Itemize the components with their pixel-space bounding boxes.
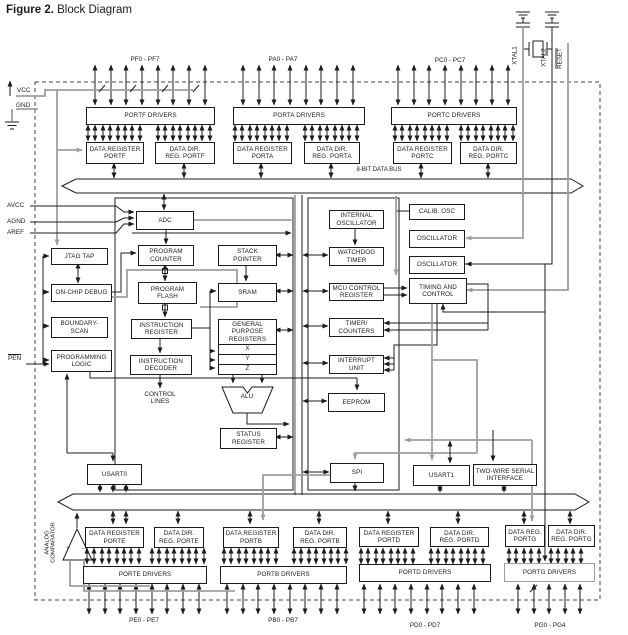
comparator-plus: + bbox=[66, 546, 70, 552]
block-eeprom: EEPROM bbox=[328, 393, 385, 412]
block-status-register: STATUS REGISTER bbox=[220, 428, 277, 449]
label-alu: ALU bbox=[240, 393, 254, 401]
block-interrupt-unit: INTERRUPT UNIT bbox=[329, 355, 384, 374]
block-usart1: USART1 bbox=[413, 465, 470, 486]
signal-aref: AREF bbox=[7, 229, 25, 236]
label-analog-comparator: ANALOG COMPARATOR bbox=[44, 522, 57, 563]
block-data-register-portc: DATA REGISTER PORTC bbox=[393, 142, 452, 164]
block-data-dir-reg-portb: DATA DIR. REG. PORTB bbox=[293, 527, 347, 548]
pin-label-pd: PD0 - PD7 bbox=[409, 622, 441, 629]
block-internal-oscillator: INTERNAL OSCILLATOR bbox=[329, 210, 384, 229]
signal-xtal1: XTAL1 bbox=[511, 46, 519, 65]
block-oscillator-2: OSCILLATOR bbox=[409, 256, 465, 274]
pin-label-pa: PA0 - PA7 bbox=[268, 56, 298, 63]
block-program-flash: PROGRAM FLASH bbox=[138, 282, 197, 304]
block-data-reg-portg: DATA REG. PORTG bbox=[505, 525, 545, 547]
block-data-register-portb: DATA REGISTER PORTB bbox=[223, 527, 279, 548]
block-two-wire-serial-interface: TWO-WIRE SERIAL INTERFACE bbox=[473, 464, 537, 486]
bus-label: 8-BIT DATA BUS bbox=[356, 167, 402, 173]
block-portb-drivers: PORTB DRIVERS bbox=[220, 566, 347, 584]
gpr-row-x: X bbox=[219, 344, 276, 354]
block-data-dir-reg-portc: DATA DIR. REG. PORTC bbox=[460, 142, 517, 164]
signal-agnd: AGND bbox=[7, 218, 26, 225]
block-boundary-scan: BOUNDARY- SCAN bbox=[51, 317, 108, 338]
block-data-register-porte: DATA REGISTER PORTE bbox=[85, 527, 144, 548]
signal-xtal2: XTAL2 bbox=[540, 48, 548, 67]
signal-vcc: VCC bbox=[17, 87, 31, 94]
block-jtag-tap: JTAG TAP bbox=[51, 248, 108, 265]
block-programming-logic: PROGRAMMING LOGIC bbox=[51, 350, 112, 372]
block-porte-drivers: PORTE DRIVERS bbox=[83, 566, 207, 584]
block-usart0: USART0 bbox=[87, 464, 142, 485]
figure-number: Figure 2. bbox=[6, 4, 54, 16]
pin-label-pg: PG0 - PG4 bbox=[534, 622, 566, 629]
block-mcu-control-register: MCU CONTROL REGISTER bbox=[329, 283, 384, 301]
block-spi: SPI bbox=[330, 463, 384, 483]
pin-label-pf: PF0 - PF7 bbox=[130, 56, 160, 63]
block-instruction-register: INSTRUCTION REGISTER bbox=[131, 319, 192, 339]
signal-avcc: AVCC bbox=[7, 202, 25, 209]
block-sram: SRAM bbox=[218, 283, 277, 302]
signal-gnd: GND bbox=[16, 102, 31, 109]
block-data-register-porta: DATA REGISTER PORTA bbox=[233, 142, 292, 164]
block-data-dir-reg-portf: DATA DIR. REG. PORTF bbox=[155, 142, 215, 164]
block-general-purpose-registers bbox=[218, 319, 277, 375]
block-on-chip-debug: ON-CHIP DEBUG bbox=[51, 284, 112, 302]
block-adc: ADC bbox=[136, 211, 194, 230]
block-stack-pointer: STACK POINTER bbox=[218, 245, 277, 266]
pin-label-pb: PB0 - PB7 bbox=[268, 617, 298, 624]
pin-label-pc: PC0 - PC7 bbox=[434, 57, 466, 64]
gpr-row-y: Y bbox=[219, 354, 276, 364]
block-data-dir-reg-porta: DATA DIR. REG. PORTA bbox=[304, 142, 360, 164]
block-porta-drivers: PORTA DRIVERS bbox=[233, 107, 365, 125]
block-data-dir-reg-porte: DATA DIR. REG. PORTE bbox=[154, 527, 204, 548]
block-data-dir-reg-portg: DATA DIR. REG. PORTG bbox=[548, 525, 595, 547]
block-portd-drivers: PORTD DRIVERS bbox=[359, 564, 491, 582]
signal-reset: RESET bbox=[556, 48, 564, 69]
block-portg-drivers: PORTG DRIVERS bbox=[504, 563, 595, 582]
gpr-title: GENERAL PURPOSE REGISTERS bbox=[228, 320, 267, 343]
block-data-register-portf: DATA REGISTER PORTF bbox=[86, 142, 144, 164]
block-timing-and-control: TIMING AND CONTROL bbox=[409, 278, 467, 304]
figure-caption: Block Diagram bbox=[57, 4, 132, 16]
pin-label-pe: PE0 - PE7 bbox=[129, 617, 159, 624]
label-control-lines: CONTROL LINES bbox=[144, 391, 176, 406]
block-program-counter: PROGRAM COUNTER bbox=[138, 245, 194, 266]
block-data-dir-reg-portd: DATA DIR. REG. PORTD bbox=[430, 527, 489, 547]
signal-pen: $\overline{PEN}$ bbox=[8, 355, 22, 362]
figure-title bbox=[6, 4, 132, 16]
gpr-row-z: Z bbox=[219, 364, 276, 374]
block-instruction-decoder: INSTRUCTION DECODER bbox=[130, 355, 192, 375]
block-timer-counters: TIMER/ COUNTERS bbox=[329, 318, 384, 337]
block-oscillator-1: OSCILLATOR bbox=[409, 230, 465, 248]
block-data-register-portd: DATA REGISTER PORTD bbox=[359, 527, 419, 547]
block-portc-drivers: PORTC DRIVERS bbox=[391, 107, 517, 125]
block-portf-drivers: PORTF DRIVERS bbox=[86, 107, 215, 125]
comparator-minus: - bbox=[82, 546, 84, 552]
block-watchdog-timer: WATCHDOG TIMER bbox=[329, 247, 384, 266]
block-calib-osc: CALIB. OSC bbox=[409, 204, 465, 220]
